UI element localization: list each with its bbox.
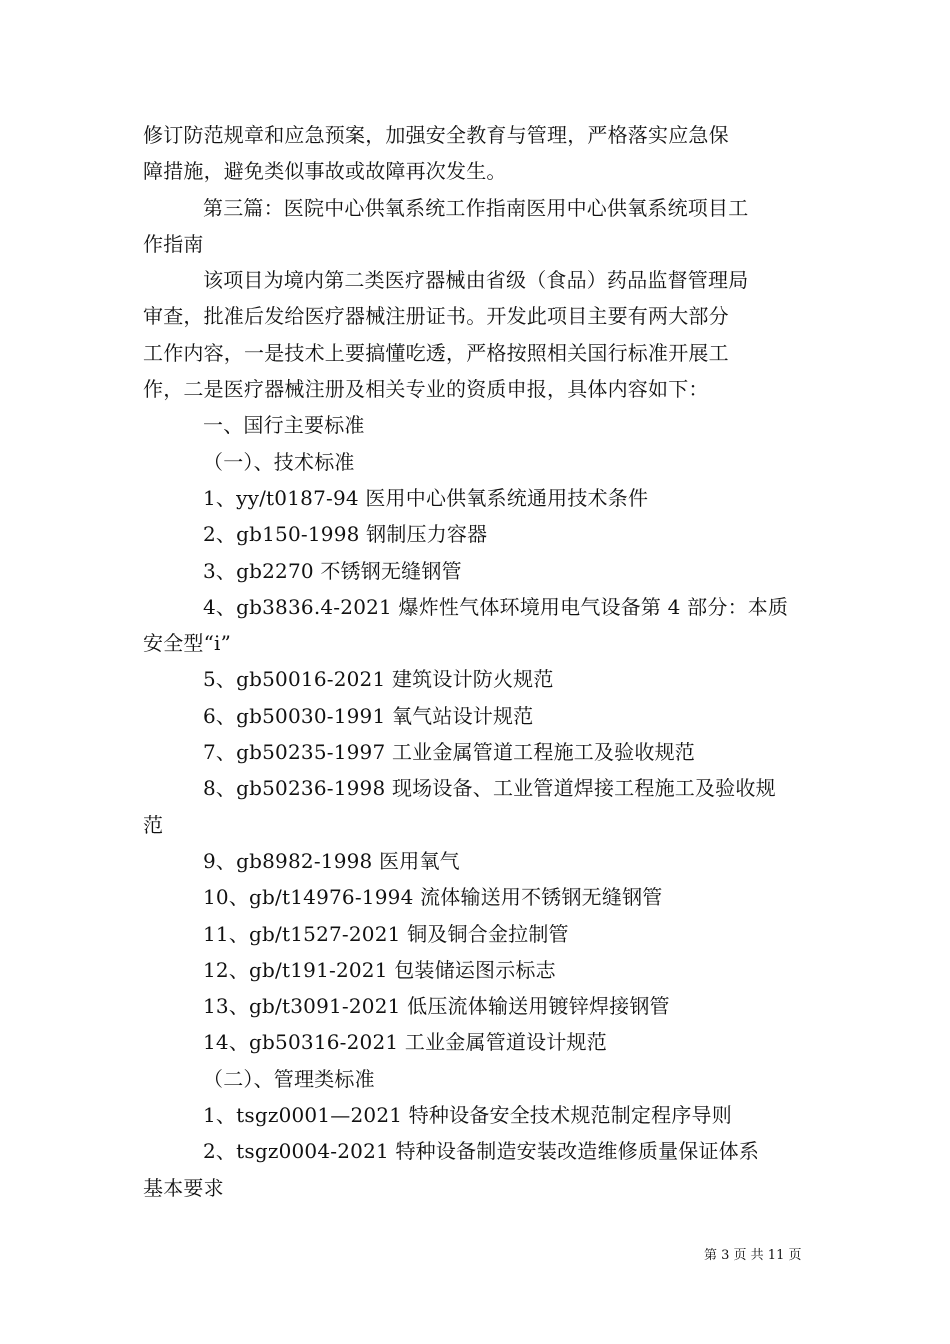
list-item: 6、gb50030-1991 氧气站设计规范 [203, 703, 534, 728]
text-line: 作，二是医疗器械注册及相关专业的资质申报，具体内容如下： [143, 377, 709, 402]
text-line: 修订防范规章和应急预案，加强安全教育与管理，严格落实应急保 [143, 123, 729, 147]
list-item: 5、gb50016-2021 建筑设计防火规范 [203, 667, 554, 692]
list-item: 13、gb/t3091-2021 低压流体输送用镀锌焊接钢管 [203, 994, 670, 1019]
list-item: 3、gb2270 不锈钢无缝钢管 [203, 558, 462, 583]
list-item: 2、gb150-1998 钢制压力容器 [203, 522, 488, 547]
list-item: 9、gb8982-1998 医用氧气 [203, 848, 460, 873]
text-line: 障措施，避免类似事故或故障再次发生。 [143, 159, 507, 184]
text-line: 工作内容，一是技术上要搞懂吃透，严格按照相关国行标准开展工 [143, 340, 729, 365]
list-item: 14、gb50316-2021 工业金属管道设计规范 [203, 1030, 607, 1055]
list-item: 7、gb50235-1997 工业金属管道工程施工及验收规范 [203, 740, 695, 765]
text-line: 作指南 [143, 231, 204, 256]
text-line: 审查，批准后发给医疗器械注册证书。开发此项目主要有两大部分 [143, 304, 729, 329]
list-item: 12、gb/t191-2021 包装储运图示标志 [203, 957, 556, 982]
subheading: （一）、技术标准 [203, 449, 355, 474]
list-item: 2、tsgz0004-2021 特种设备制造安装改造维修质量保证体系 [203, 1139, 760, 1164]
list-item: 11、gb/t1527-2021 铜及铜合金拉制管 [203, 921, 569, 946]
subheading: 一、国行主要标准 [203, 413, 365, 438]
list-item-continuation: 安全型“i” [143, 631, 232, 656]
list-item-continuation: 范 [143, 812, 164, 837]
list-item: 8、gb50236-1998 现场设备、工业管道焊接工程施工及验收规 [203, 776, 776, 801]
document-body [143, 117, 810, 1206]
list-item: 1、tsgz0001—2021 特种设备安全技术规范制定程序导则 [203, 1103, 732, 1128]
section-heading: 第三篇：医院中心供氧系统工作指南医用中心供氧系统项目工 [203, 195, 749, 220]
list-item: 4、gb3836.4-2021 爆炸性气体环境用电气设备第 4 部分：本质 [203, 594, 789, 619]
list-item: 1、yy/t0187-94 医用中心供氧系统通用技术条件 [203, 485, 649, 510]
list-item: 10、gb/t14976-1994 流体输送用不锈钢无缝钢管 [203, 885, 663, 910]
list-item-continuation: 基本要求 [143, 1175, 224, 1200]
page-number: 第 3 页 共 11 页 [704, 1248, 802, 1263]
paragraph-start: 该项目为境内第二类医疗器械由省级（食品）药品监督管理局 [203, 268, 749, 293]
subheading: （二）、管理类标准 [203, 1066, 375, 1091]
